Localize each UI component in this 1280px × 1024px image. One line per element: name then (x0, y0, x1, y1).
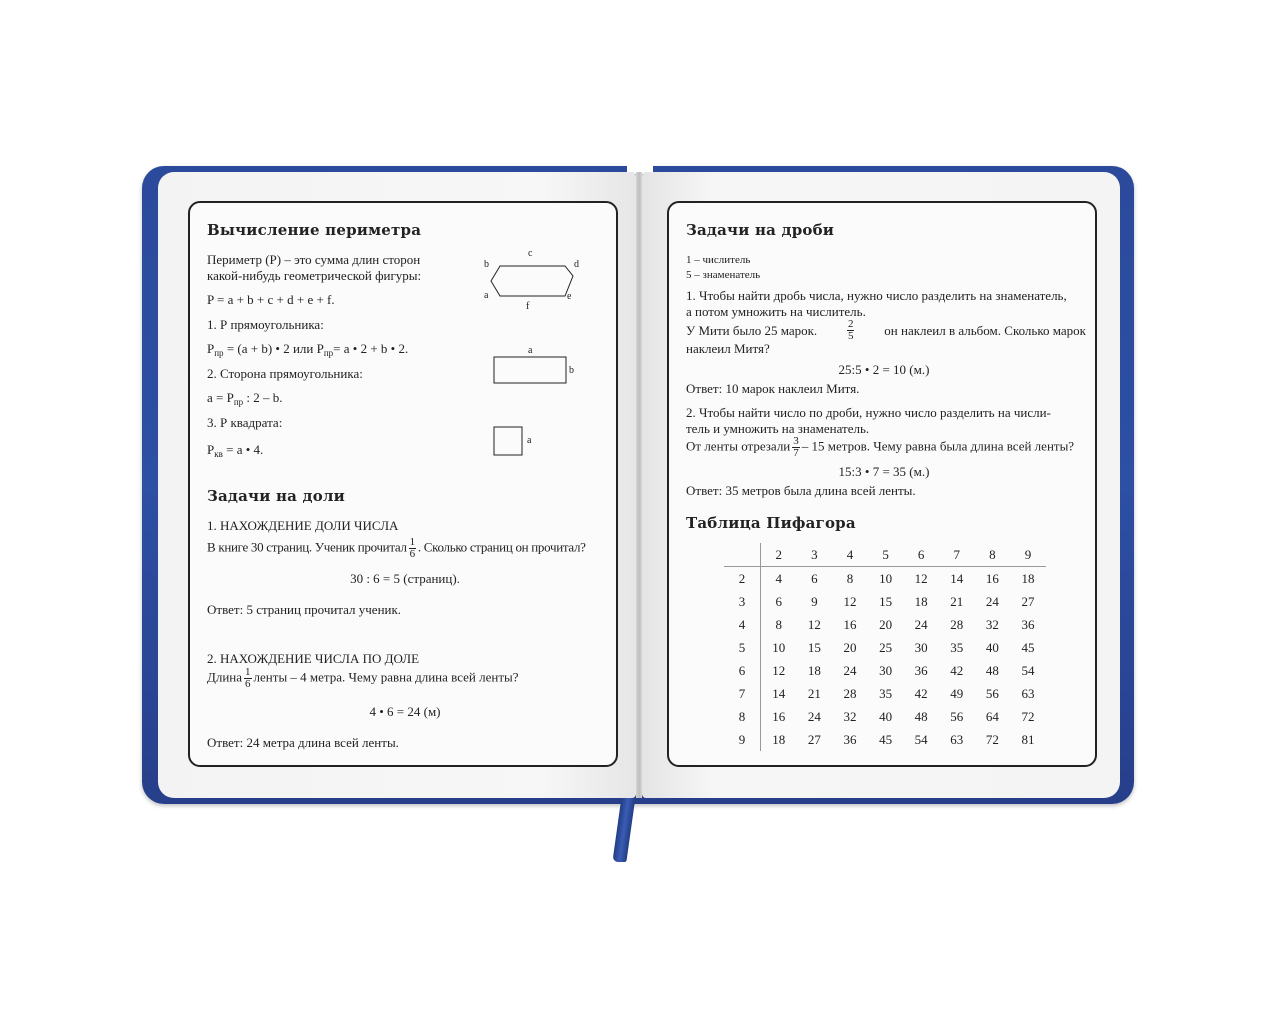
pythagoras-cell: 20 (879, 616, 893, 632)
perimeter-definition-1: Периметр (Р) – это сумма длин сторон (207, 252, 421, 267)
pythagoras-cell: 64 (985, 708, 999, 724)
pythagoras-cell: 18 (1021, 570, 1035, 586)
right-reference-panel (667, 201, 1097, 767)
pythagoras-cell: 16 (772, 708, 786, 724)
pythagoras-cell: 81 (1021, 731, 1035, 747)
pythagoras-row-header-cell: 4 (724, 613, 761, 636)
pythagoras-cell: 16 (985, 570, 999, 586)
share-task2-text: Длина $\frac{1}{6}$ ленты – 4 метра. Чему равна длина всей ленты? (207, 666, 519, 690)
rectangle-perimeter-formula: $P_{пр} = (a + b)$ • 2 или $P_{пр}= a$ • 2 + b • 2. (207, 341, 409, 358)
pythagoras-row (724, 613, 1046, 636)
pythagoras-cell: 25 (879, 639, 893, 655)
pythagoras-row (724, 590, 1046, 613)
pythagoras-cell: 56 (985, 685, 999, 701)
pythagoras-cell: 18 (914, 593, 928, 609)
pythagoras-header-cell: 7 (939, 543, 975, 567)
pythagoras-cell: 15 (807, 639, 821, 655)
pythagoras-row-header-cell: 5 (724, 636, 761, 659)
hexagon-label-b: b (484, 259, 489, 270)
pythagoras-cell: 12 (807, 616, 821, 632)
rectangle-diagram (490, 343, 585, 388)
fraction-rule2-line1: 2. Чтобы найти число по дроби, нужно число разделить на числи- (686, 405, 1051, 420)
hexagon-label-a: a (484, 290, 489, 301)
pythagoras-cell: 18 (807, 662, 821, 678)
pythagoras-cell: 6 (811, 570, 818, 586)
pythagoras-cell: 35 (879, 685, 893, 701)
numerator-label: 1 – числитель (686, 254, 751, 266)
share-task1-answer: Ответ: 5 страниц прочитал ученик. (207, 602, 402, 617)
pythagoras-cell: 20 (843, 639, 857, 655)
pythagoras-cell: 21 (950, 593, 964, 609)
share-task1-solution: 30 : 6 = 5 (страниц). (350, 571, 460, 586)
pythagoras-cell: 18 (772, 731, 786, 747)
share-task2-solution: 4 • 6 = 24 (м) (369, 704, 441, 719)
pythagoras-cell: 14 (950, 570, 964, 586)
pythagoras-cell: 4 (775, 570, 783, 586)
book-spine (636, 172, 642, 798)
pythagoras-header-cell: 8 (975, 543, 1011, 567)
pythagoras-cell: 49 (950, 685, 964, 701)
fraction-task2-text: От ленты отрезали $\frac{3}{7}$ – 15 метров. Чему равна была длина всей ленты? (686, 435, 1075, 459)
pythagoras-header-cell: 6 (903, 543, 939, 567)
pythagoras-cell: 36 (1021, 616, 1035, 632)
fraction-rule1-line2: а потом умножить на числитель. (686, 304, 866, 319)
shares-title: Задачи на доли (207, 487, 346, 505)
pythagoras-row-header-cell: 9 (724, 728, 761, 751)
pythagoras-cell: 63 (950, 731, 964, 747)
pythagoras-cell: 12 (843, 593, 857, 609)
pythagoras-cell: 72 (1021, 708, 1035, 724)
pythagoras-table (724, 543, 1046, 751)
pythagoras-header-row (724, 543, 1046, 567)
pythagoras-cell: 36 (843, 731, 857, 747)
square-label-a: a (527, 435, 532, 446)
left-reference-panel (188, 201, 618, 767)
rectangle-label-a: a (528, 345, 533, 356)
pythagoras-cell: 56 (950, 708, 964, 724)
pythagoras-row-header-cell: 2 (724, 567, 761, 591)
hexagon-label-c: c (528, 248, 533, 259)
share-task1-text: В книге 30 страниц. Ученик прочитал $\frac{1}{6}$ . Сколько страниц он прочитал? (207, 536, 586, 560)
pythagoras-cell: 9 (811, 593, 818, 609)
pythagoras-cell: 27 (807, 731, 821, 747)
ribbon-bookmark (612, 796, 635, 862)
rectangle-side-heading: 2. Сторона прямоугольника: (207, 366, 363, 381)
pythagoras-row (724, 636, 1046, 659)
fraction-task2-solution: 15:3 • 7 = 35 (м.) (838, 464, 930, 479)
fraction-rule1-line1: 1. Чтобы найти дробь числа, нужно число разделить на знаменатель, (686, 288, 1067, 303)
denominator-label: 5 – знаменатель (686, 269, 761, 281)
fraction-task1-solution: 25:5 • 2 = 10 (м.) (838, 362, 930, 377)
hexagon-label-d: d (574, 259, 579, 270)
pythagoras-cell: 24 (914, 616, 928, 632)
share-task2-heading: 2. НАХОЖДЕНИЕ ЧИСЛА ПО ДОЛЕ (207, 651, 420, 666)
fraction-rule2-line2: тель и умножить на знаменатель. (686, 421, 870, 436)
pythagoras-cell: 12 (772, 662, 786, 678)
pythagoras-cell: 8 (846, 570, 854, 586)
pythagoras-cell: 72 (985, 731, 999, 747)
pythagoras-cell: 14 (772, 685, 786, 701)
pythagoras-cell: 45 (879, 731, 893, 747)
pythagoras-cell: 54 (1021, 662, 1035, 678)
pythagoras-cell: 54 (914, 731, 928, 747)
pythagoras-cell: 45 (1021, 639, 1035, 655)
pythagoras-row (724, 728, 1046, 751)
pythagoras-row-header-cell: 7 (724, 682, 761, 705)
pythagoras-cell: 40 (879, 708, 893, 724)
pythagoras-cell: 24 (843, 662, 857, 678)
square-perimeter-heading: 3. Р квадрата: (207, 415, 283, 430)
pythagoras-row-header-cell: 6 (724, 659, 761, 682)
rectangle-side-formula: $a = P_{пр}$ : 2 – b. (207, 390, 283, 407)
pythagoras-cell: 32 (985, 616, 999, 632)
pythagoras-cell: 40 (985, 639, 999, 655)
pythagoras-corner-cell (724, 543, 761, 567)
pythagoras-row (724, 682, 1046, 705)
pythagoras-row (724, 567, 1046, 591)
pythagoras-cell: 63 (1021, 685, 1035, 701)
pythagoras-cell: 30 (914, 639, 928, 655)
hexagon-diagram (480, 243, 590, 313)
square-perimeter-formula: $P_{кв} = a$ • 4. (207, 442, 264, 459)
pythagoras-row-header-cell: 8 (724, 705, 761, 728)
pythagoras-cell: 8 (775, 616, 783, 632)
pythagoras-cell: 42 (914, 685, 928, 701)
pythagoras-cell: 27 (1021, 593, 1035, 609)
fraction-task1-text-cont: наклеил Митя? (686, 341, 770, 356)
fraction-task2-answer: Ответ: 35 метров была длина всей ленты. (686, 483, 916, 498)
pythagoras-cell: 24 (807, 708, 821, 724)
pythagoras-cell: 35 (950, 639, 964, 655)
pythagoras-cell: 48 (914, 708, 928, 724)
fraction-task1-text: У Мити было 25 марок. $\frac{2}{5}$ он наклеил в альбом. Сколько марок (686, 318, 1086, 342)
pythagoras-cell: 30 (879, 662, 893, 678)
pythagoras-cell: 28 (950, 616, 964, 632)
square-diagram (490, 423, 540, 461)
pythagoras-row (724, 705, 1046, 728)
pythagoras-body (724, 567, 1046, 752)
pythagoras-cell: 24 (985, 593, 999, 609)
perimeter-formula: P = a + b + c + d + e + f. (207, 292, 335, 307)
share-task1-heading: 1. НАХОЖДЕНИЕ ДОЛИ ЧИСЛА (207, 518, 399, 533)
pythagoras-cell: 10 (772, 639, 786, 655)
pythagoras-cell: 42 (950, 662, 964, 678)
pythagoras-cell: 21 (807, 685, 821, 701)
pythagoras-cell: 32 (843, 708, 857, 724)
pythagoras-cell: 36 (914, 662, 928, 678)
pythagoras-row-header-cell: 3 (724, 590, 761, 613)
pythagoras-header-cell: 3 (797, 543, 833, 567)
fraction-task1-answer: Ответ: 10 марок наклеил Митя. (686, 381, 860, 396)
pythagoras-header-cell: 2 (761, 543, 797, 567)
pythagoras-cell: 6 (775, 593, 783, 609)
pythagoras-title: Таблица Пифагора (686, 514, 856, 532)
rectangle-label-b: b (569, 365, 574, 376)
hexagon-label-f: f (526, 301, 530, 312)
pythagoras-cell: 10 (879, 570, 893, 586)
perimeter-title: Вычисление периметра (207, 221, 422, 239)
pythagoras-cell: 48 (985, 662, 999, 678)
hexagon-label-e: e (567, 291, 572, 302)
share-task2-answer: Ответ: 24 метра длина всей ленты. (207, 735, 399, 750)
pythagoras-cell: 28 (843, 685, 857, 701)
perimeter-definition-2: какой-нибудь геометрической фигуры: (207, 268, 422, 283)
rectangle-perimeter-heading: 1. Р прямоугольника: (207, 317, 324, 332)
pythagoras-cell: 15 (879, 593, 893, 609)
pythagoras-cell: 16 (843, 616, 857, 632)
pythagoras-cell: 12 (914, 570, 928, 586)
pythagoras-header-cell: 9 (1010, 543, 1046, 567)
pythagoras-header-cell: 4 (832, 543, 868, 567)
pythagoras-row (724, 659, 1046, 682)
fractions-title: Задачи на дроби (686, 221, 835, 239)
pythagoras-header-cell: 5 (868, 543, 904, 567)
